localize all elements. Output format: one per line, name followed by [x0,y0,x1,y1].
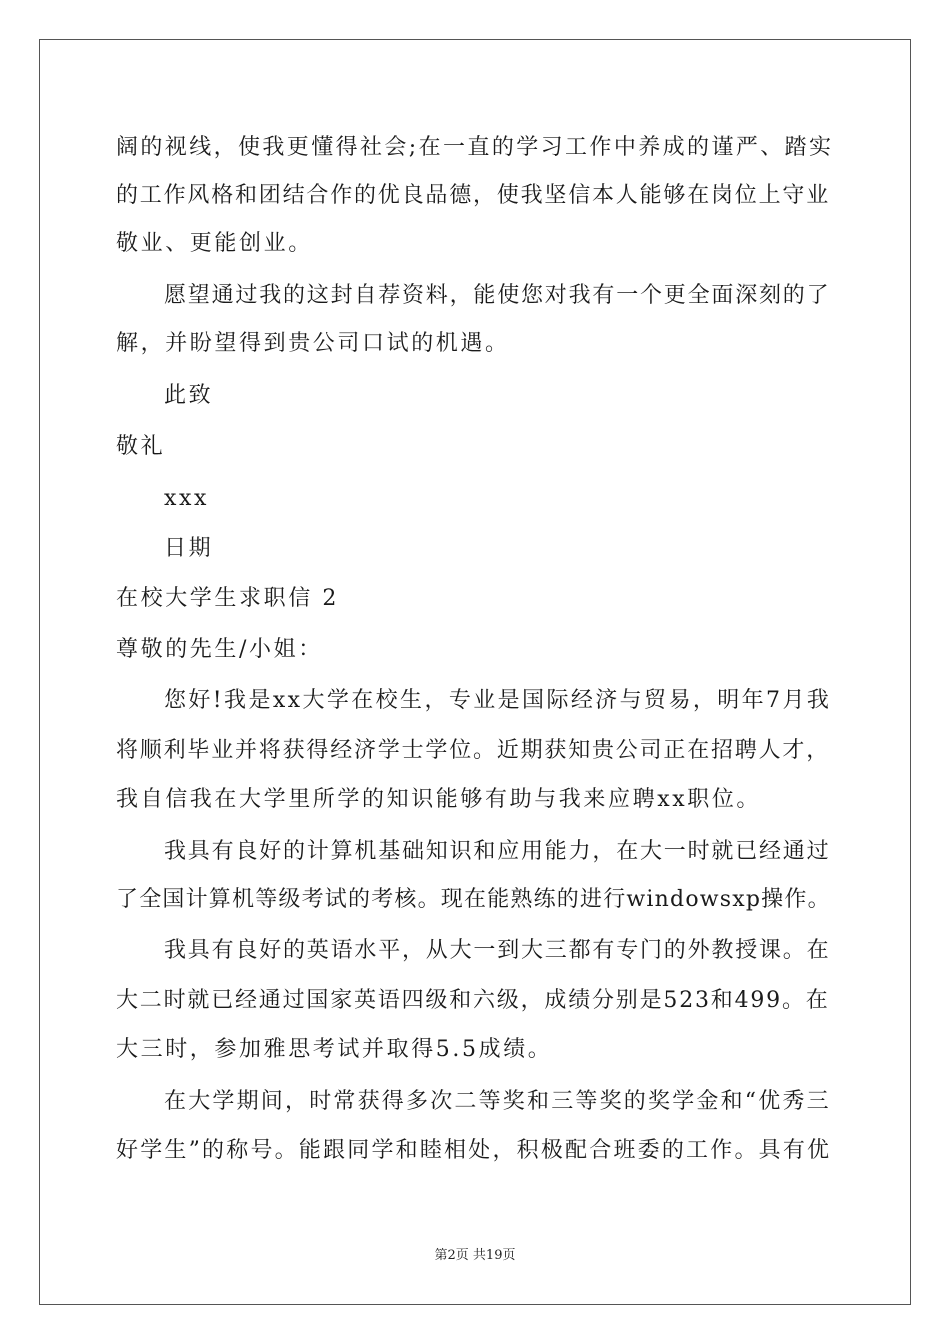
text-line: 好学生”的称号。能跟同学和睦相处，积极配合班委的工作。具有优 [116,1138,832,1163]
closing-salutation: 此致 [164,383,214,408]
text-line: 我具有良好的英语水平，从大一到大三都有专门的外教授课。在 [164,938,831,963]
text-line: 解，并盼望得到贵公司口试的机遇。 [116,331,510,356]
signature-name: xxx [164,486,210,511]
text-line: 在大学期间，时常获得多次二等奖和三等奖的奖学金和“优秀三 [164,1089,831,1114]
text-line: 的工作风格和团结合作的优良品德，使我坚信本人能够在岗位上守业 [116,183,831,208]
text-line: 愿望通过我的这封自荐资料，能使您对我有一个更全面深刻的了 [164,283,831,308]
section-title: 在校大学生求职信 2 [116,586,339,611]
text-line: 大三时，参加雅思考试并取得5.5成绩。 [116,1037,553,1062]
text-line: 我自信我在大学里所学的知识能够有助与我来应聘xx职位。 [116,787,762,812]
text-line: 您好!我是xx大学在校生，专业是国际经济与贸易，明年7月我 [164,688,832,713]
greeting: 尊敬的先生/小姐： [116,637,323,662]
page-number-footer: 第2页 共19页 [434,1248,516,1263]
text-line: 敬业、更能创业。 [116,231,313,256]
text-line: 大二时就已经通过国家英语四级和六级，成绩分别是523和499。在 [116,988,830,1013]
text-line: 阔的视线，使我更懂得社会;在一直的学习工作中养成的谨严、踏实 [116,135,834,160]
text-line: 了全国计算机等级考试的考核。现在能熟练的进行windowsxp操作。 [116,887,831,912]
text-line: 将顺利毕业并将获得经济学士学位。近期获知贵公司正在招聘人才， [116,738,831,763]
closing-respect: 敬礼 [116,434,166,459]
text-line: 我具有良好的计算机基础知识和应用能力，在大一时就已经通过 [164,839,831,864]
signature-date: 日期 [164,536,214,561]
